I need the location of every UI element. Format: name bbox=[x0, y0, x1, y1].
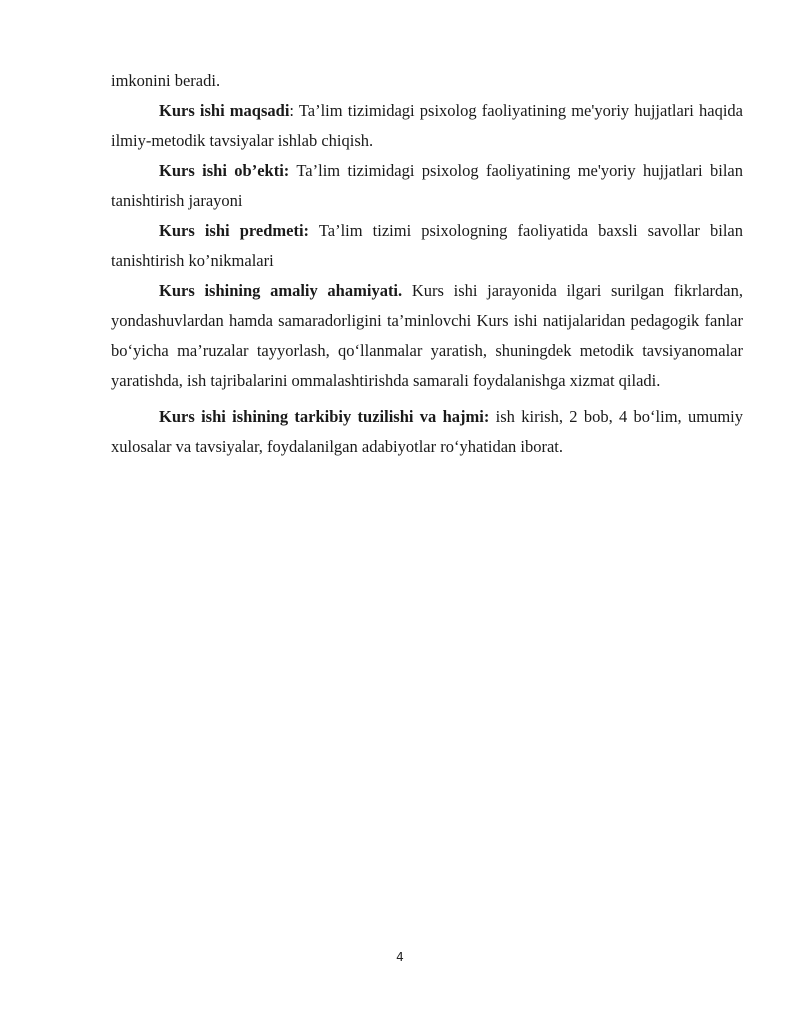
paragraph-structure bbox=[111, 402, 743, 462]
paragraph-lead: Kurs ishi ob’ekti: bbox=[159, 161, 290, 180]
paragraph-lead: Kurs ishi maqsadi bbox=[159, 101, 290, 120]
paragraph-lead: Kurs ishi ishining tarkibiy tuzilishi va hajmi: bbox=[159, 407, 490, 426]
body-text bbox=[111, 66, 743, 462]
paragraph-lead: Kurs ishining amaliy ahamiyati. bbox=[159, 281, 403, 300]
continuation-line: imkonini beradi. bbox=[111, 71, 221, 90]
paragraph-text: : Ta’lim tizimidagi psixolog faoliyatining me'yoriy hujjatlari haqida ilmiy-metodik tavsiyalar ishlab chiqish. bbox=[111, 101, 744, 150]
paragraph-text: ish kirish, 2 bob, 4 bo‘lim, umumiy xulosalar va tavsiyalar, foydalanilgan adabiyotlar ro‘yhatidan iborat. bbox=[111, 407, 743, 456]
paragraph-text: Ta’lim tizimidagi psixolog faoliyatining me'yoriy hujjatlari bilan tanishtirish jarayoni bbox=[111, 161, 743, 210]
paragraph-subject bbox=[111, 216, 743, 276]
paragraph-text: Kurs ishi jarayonida ilgari surilgan fikrlardan, yondashuvlardan hamda samaradorligini ta’minlovchi Kurs ishi natijalaridan pedagogik fanlar bo‘yicha ma’ruzalar tayyorlash, qo‘llanmalar yaratish, shuningdek metodik tavsiyanomalar yaratishda, ish tajribalarini ommalashtirishda samarali foydalanishga xizmat qiladi. bbox=[111, 281, 743, 390]
paragraph-lead: Kurs ishi predmeti: bbox=[159, 221, 310, 240]
paragraph-goal bbox=[111, 96, 743, 156]
paragraph-text: Ta’lim tizimi psixologning faoliyatida baxsli savollar bilan tanishtirish ko’nikmalari bbox=[111, 221, 743, 270]
page-number: 4 bbox=[396, 950, 404, 964]
paragraph-object bbox=[111, 156, 743, 216]
paragraph-practical-significance bbox=[111, 276, 743, 396]
